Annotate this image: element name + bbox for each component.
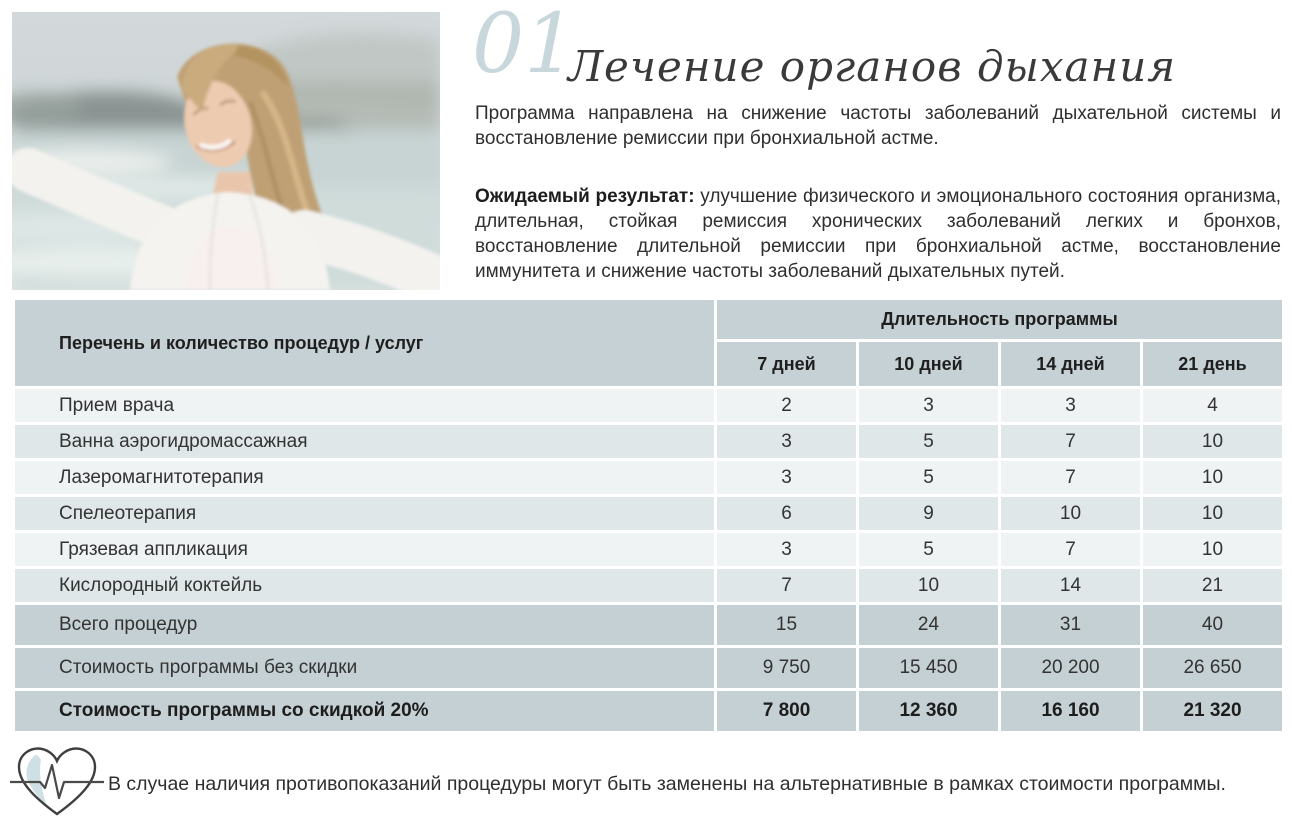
row-value: 15 450 [859,648,998,688]
row-value: 10 [1143,497,1282,530]
row-value: 21 [1143,569,1282,602]
row-value: 10 [1143,425,1282,458]
row-value: 12 360 [859,691,998,731]
table-header-procedures: Перечень и количество процедур / услуг [15,300,714,386]
row-value: 10 [1143,533,1282,566]
expected-result-label: Ожидаемый результат: [475,186,695,207]
page-title: Лечение органов дыхания [568,42,1177,91]
row-value: 15 [717,605,856,645]
expected-result-text: улучшение физического и эмоционального состояния организма, длительная, стойкая ремиссия хронических заболеваний легких и бронхов, восстановление длительной ремиссии при бронхиальной астме, восстановление иммунитета и снижение частоты заболеваний дыхательных путей. [475,186,1281,282]
row-value: 5 [859,461,998,494]
row-value: 24 [859,605,998,645]
footnote-block [10,742,1280,826]
row-value: 3 [717,533,856,566]
section-number: 01 [472,0,577,92]
heart-pulse-icon [10,744,104,824]
beach-photo-art [12,12,440,290]
row-value: 7 [717,569,856,602]
row-value: 7 [1001,425,1140,458]
row-value: 5 [859,533,998,566]
row-value: 7 800 [717,691,856,731]
row-value: 40 [1143,605,1282,645]
row-value: 14 [1001,569,1140,602]
row-name: Прием врача [15,389,714,422]
beach-photo [12,12,440,290]
row-value: 2 [717,389,856,422]
footnote-text: В случае наличия противопоказаний процедуры могут быть заменены на альтернативные в рамках стоимости программы. [108,772,1226,795]
table-header-14-days: 14 дней [1001,342,1140,386]
row-value: 3 [717,425,856,458]
row-value: 7 [1001,461,1140,494]
row-value: 21 320 [1143,691,1282,731]
program-table [15,300,1283,731]
row-name: Стоимость программы со скидкой 20% [15,691,714,731]
row-name: Всего процедур [15,605,714,645]
row-name: Стоимость программы без скидки [15,648,714,688]
intro-paragraph: Программа направлена на снижение частоты заболеваний дыхательной системы и восстановление ремиссии при бронхиальной астме. [475,103,1281,149]
row-value: 7 [1001,533,1140,566]
row-value: 9 750 [717,648,856,688]
table-header-7-days: 7 дней [717,342,856,386]
row-value: 26 650 [1143,648,1282,688]
row-value: 3 [859,389,998,422]
row-value: 10 [859,569,998,602]
table-header-21-days: 21 день [1143,342,1282,386]
row-name: Спелеотерапия [15,497,714,530]
heading-block [472,0,1280,100]
row-value: 10 [1143,461,1282,494]
row-name: Грязевая аппликация [15,533,714,566]
row-value: 16 160 [1001,691,1140,731]
row-name: Кислородный коктейль [15,569,714,602]
row-value: 6 [717,497,856,530]
expected-result-paragraph [475,184,1281,284]
row-value: 5 [859,425,998,458]
row-value: 3 [717,461,856,494]
table-header-10-days: 10 дней [859,342,998,386]
row-name: Лазеромагнитотерапия [15,461,714,494]
table-header-duration: Длительность программы [717,300,1282,339]
row-name: Ванна аэрогидромассажная [15,425,714,458]
row-value: 20 200 [1001,648,1140,688]
row-value: 9 [859,497,998,530]
row-value: 10 [1001,497,1140,530]
row-value: 4 [1143,389,1282,422]
row-value: 3 [1001,389,1140,422]
row-value: 31 [1001,605,1140,645]
